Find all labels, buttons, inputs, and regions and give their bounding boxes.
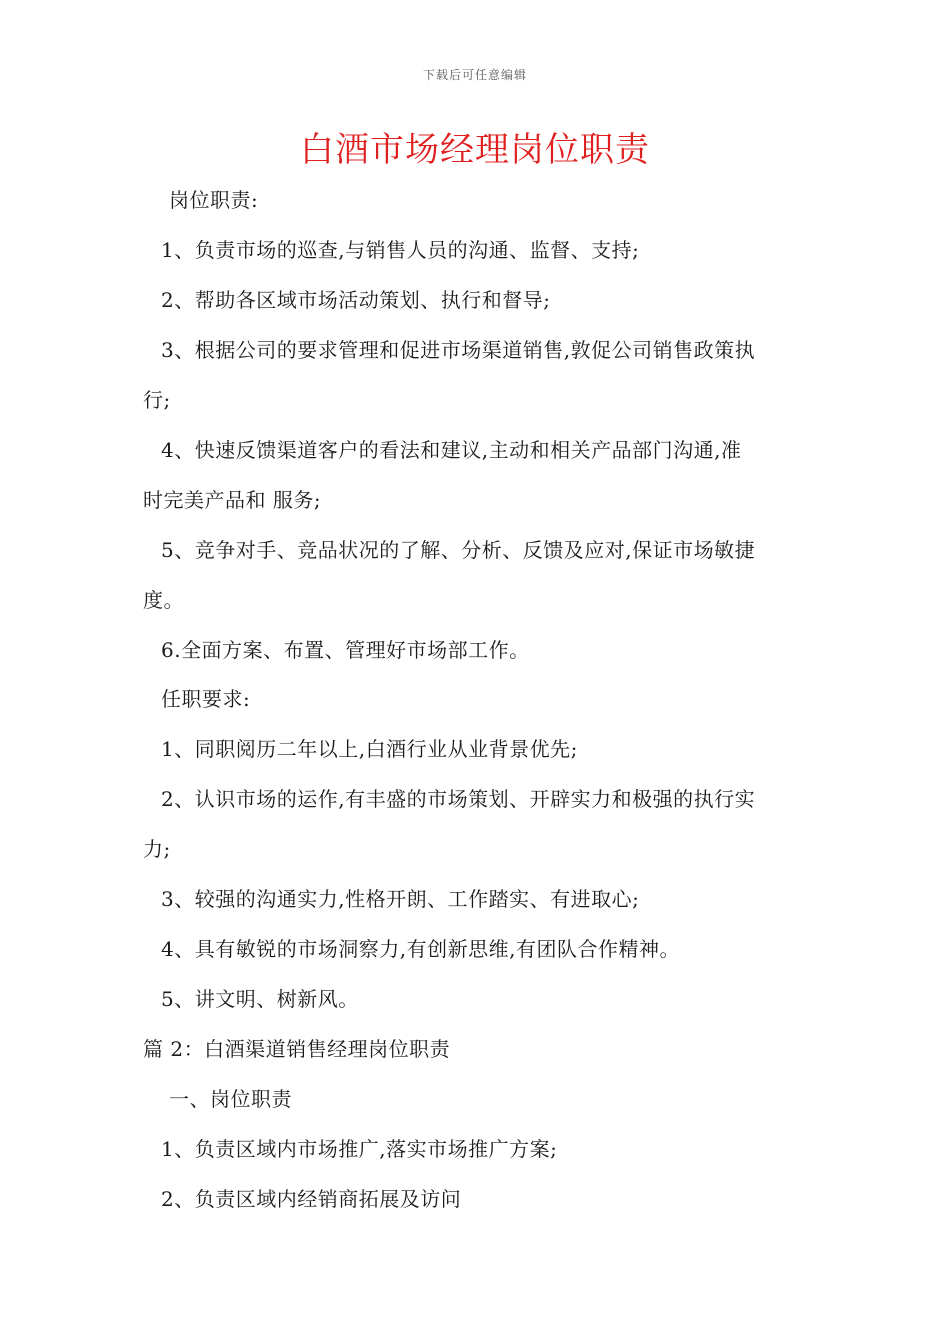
duty-item-3-continued: 行; [143,388,171,412]
requirement-item-2: 2、认识市场的运作,有丰盛的市场策划、开辟实力和极强的执行实 [161,787,756,811]
requirement-item-1: 1、同职阅历二年以上,白酒行业从业背景优先; [161,737,578,761]
part2-duty-item-1: 1、负责区域内市场推广,落实市场推广方案; [161,1137,558,1161]
section-heading-requirements: 任职要求: [161,687,251,711]
part2-section-heading: 一、岗位职责 [169,1087,292,1111]
duty-item-4: 4、快速反馈渠道客户的看法和建议,主动和相关产品部门沟通,准 [161,438,742,462]
requirement-item-5: 5、讲文明、树新风。 [161,987,359,1011]
duty-item-6: 6.全面方案、布置、管理好市场部工作。 [161,638,530,662]
part2-title: 篇 2：白酒渠道销售经理岗位职责 [143,1037,451,1061]
document-title: 白酒市场经理岗位职责 [300,130,650,170]
duty-item-4-continued: 时完美产品和 服务; [143,488,322,512]
duty-item-3: 3、根据公司的要求管理和促进市场渠道销售,敦促公司销售政策执 [161,338,756,362]
section-heading-duties: 岗位职责: [169,188,259,212]
requirement-item-2-continued: 力; [143,837,171,861]
duty-item-5: 5、竞争对手、竞品状况的了解、分析、反馈及应对,保证市场敏捷 [161,538,756,562]
header-note: 下载后可任意编辑 [422,68,527,82]
requirement-item-3: 3、较强的沟通实力,性格开朗、工作踏实、有进取心; [161,887,640,911]
requirement-item-4: 4、具有敏锐的市场洞察力,有创新思维,有团队合作精神。 [161,937,680,961]
duty-item-2: 2、帮助各区域市场活动策划、执行和督导; [161,288,551,312]
part2-duty-item-2: 2、负责区域内经销商拓展及访问 [161,1187,462,1211]
duty-item-5-continued: 度。 [143,588,184,612]
duty-item-1: 1、负责市场的巡查,与销售人员的沟通、监督、支持; [161,238,640,262]
